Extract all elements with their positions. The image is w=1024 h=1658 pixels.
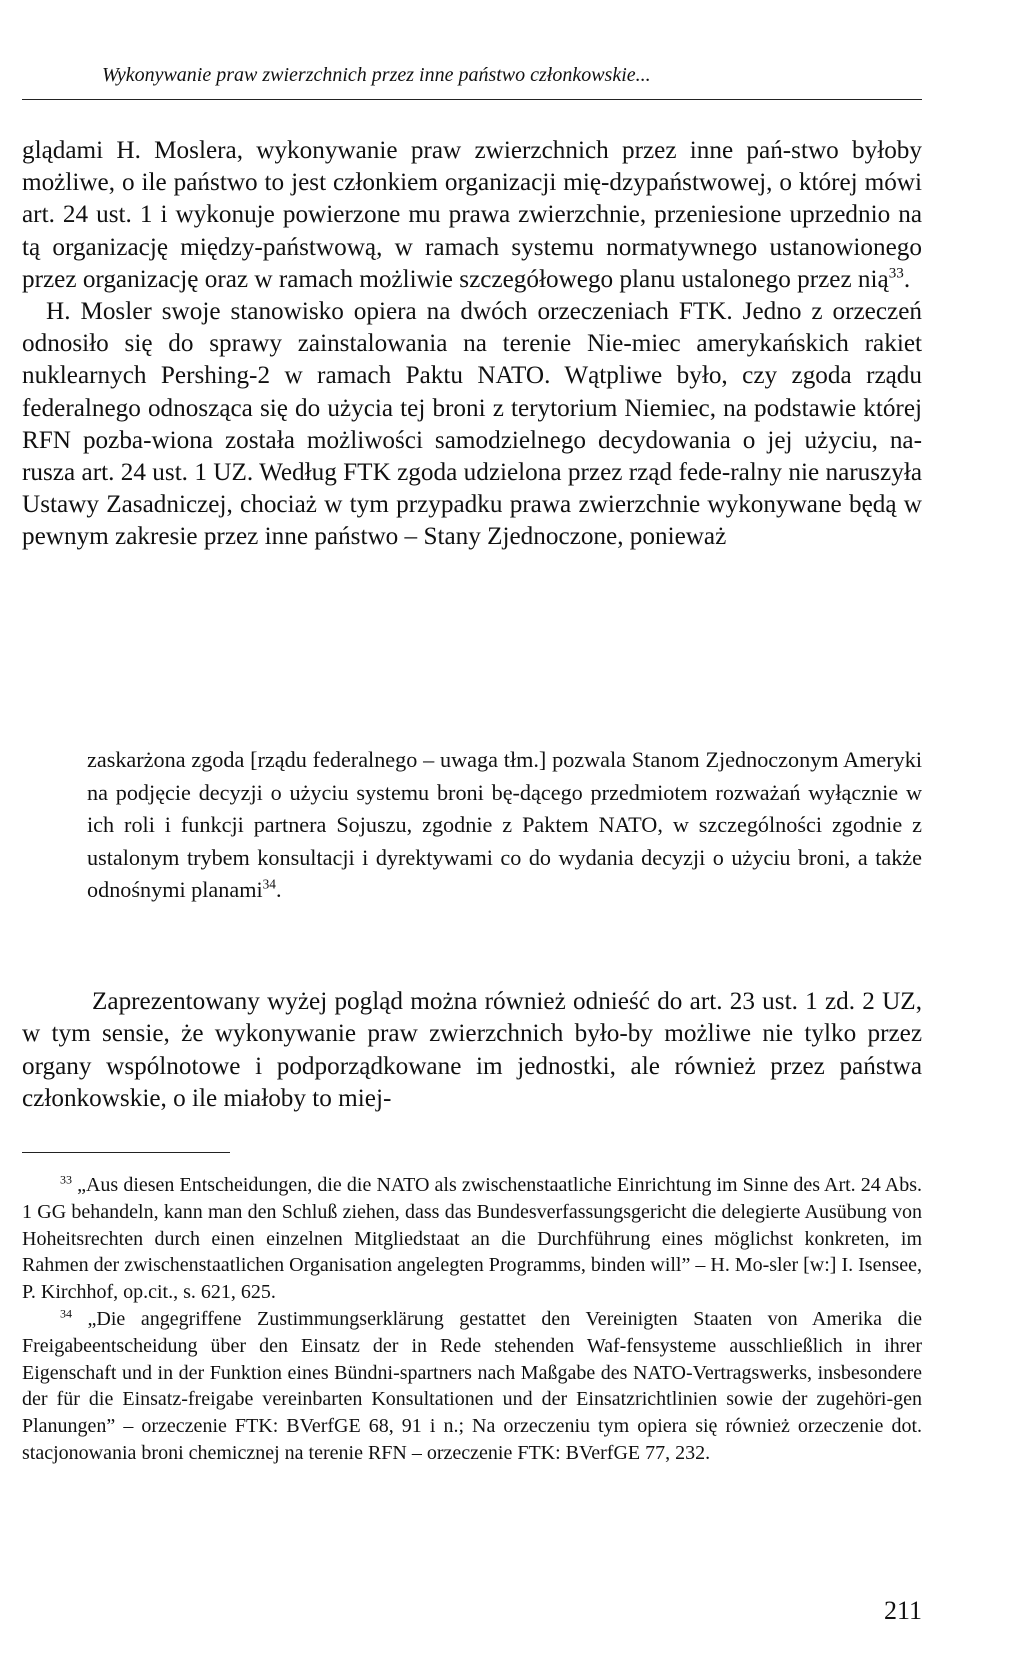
footnote-34	[22, 1306, 922, 1467]
paragraph-2: H. Mosler swoje stanowisko opiera na dwóch orzeczeniach FTK. Jedno z orzeczeń odnosiło się do sprawy zainstalowania na terenie Nie-miec amerykańskich rakiet nuklearnych Pershing-2 w ramach Paktu NATO. Wątpliwe było, czy zgoda rządu federalnego odnosząca się do użycia tej broni z terytorium Niemiec, na podstawie której RFN pozba-wiona została możliwości samodzielnego decydowania o jej użyciu, na-rusza art. 24 ust. 1 UZ. Według FTK zgoda udzielona przez rząd fede-ralny nie naruszyła Ustawy Zasadniczej, chociaż w tym przypadku prawa zwierzchnie wykonywane będą w pewnym zakresie przez inne państwo – Stany Zjednoczone, ponieważ	[22, 298, 922, 551]
paragraph-1-text: glądami H. Moslera, wykonywanie praw zwierzchnich przez inne pań-stwo byłoby możliwe, o ile państwo to jest członkiem organizacji mię-dzypaństwowej, o której mówi art. 24 ust. 1 i wykonuje powierzone mu prawa zwierzchnie, przeniesione uprzednio na tą organizację między-państwową, w ramach systemu normatywnego ustanowionego przez organizację oraz w ramach możliwie szczegółowego planu ustalonego przez nią	[22, 137, 922, 293]
main-text-block	[22, 135, 922, 554]
paragraph-1	[22, 135, 922, 296]
paragraph-1-end: .	[903, 265, 911, 293]
footnote-text: „Aus diesen Entscheidungen, die die NATO als zwischenstaatliche Einrichtung im Sinne des Art. 24 Abs. 1 GG behandeln, kann man den Schluß ziehen, dass das Bundesverfassungsgericht die delegierte Ausübung von Hoheitsrechten durch einen einzelnen Mitgliedstaat an die Durchführung eines möglichst konkreten, im Rahmen der zwischenstaatlichen Organisation angelegten Programms, binden will” – H. Mo-sler [w:] I. Isensee, P. Kirchhof, op.cit., s. 621, 625.	[22, 1174, 922, 1304]
quote-text: zaskarżona zgoda [rządu federalnego – uwaga tłm.] pozwala Stanom Zjednoczonym Ameryki na podjęcie decyzji o użyciu systemu broni bę-dącego przedmiotem rozważań wyłącznie w ich roli i funkcji partnera Sojuszu, zgodnie z Paktem NATO, w szczególności zgodnie z ustalonym trybem konsultacji i dyrektywami co do wydania decyzji o użyciu broni, a także odnośnymi planami	[87, 747, 922, 903]
header-rule	[22, 99, 922, 100]
footnote-rule	[22, 1152, 230, 1153]
running-header: Wykonywanie praw zwierzchnich przez inne państwo członkowskie...	[102, 64, 651, 86]
quote-paragraph	[87, 744, 922, 907]
footnote-ref-34[interactable]: 34	[262, 876, 276, 892]
footnote-text: „Die angegriffene Zustimmungserklärung gestattet den Vereinigten Staaten von Amerika die Freigabeentscheidung über den Einsatz der in Rede stehenden Waf-fensysteme ausschließlich in ihrer Eigenschaft und in der Funktion eines Bündni-spartners nach Maßgabe des NATO-Vertragswerks, insbesondere der für die Einsatz-freigabe vereinbarten Konsultationen und der Einsatzrichtlinien sowie der zugehöri-gen Planungen” – orzeczenie FTK: BVerfGE 68, 91 i n.; Na orzeczeniu tym opiera się również orzeczenie dot. stacjonowania broni chemicznej na terenie RFN – orzeczenie FTK: BVerfGE 77, 232.	[22, 1307, 922, 1464]
block-quote	[87, 744, 922, 907]
footnote-number: 33	[60, 1172, 72, 1187]
footnote-ref-33[interactable]: 33	[888, 265, 904, 282]
footnote-33	[22, 1172, 922, 1306]
page-number: 211	[883, 1596, 922, 1625]
paragraph-3: Zaprezentowany wyżej pogląd można również odnieść do art. 23 ust. 1 zd. 2 UZ, w tym sensie, że wykonywanie praw zwierzchnich było-by możliwe nie tylko przez organy wspólnotowe i podporządkowane im jednostki, ale również przez państwa członkowskie, o ile miałoby to miej-	[22, 988, 922, 1113]
footnotes	[22, 1172, 922, 1467]
quote-end: .	[275, 877, 282, 903]
footnote-number: 34	[60, 1306, 72, 1321]
main-text-block-2	[22, 986, 922, 1116]
